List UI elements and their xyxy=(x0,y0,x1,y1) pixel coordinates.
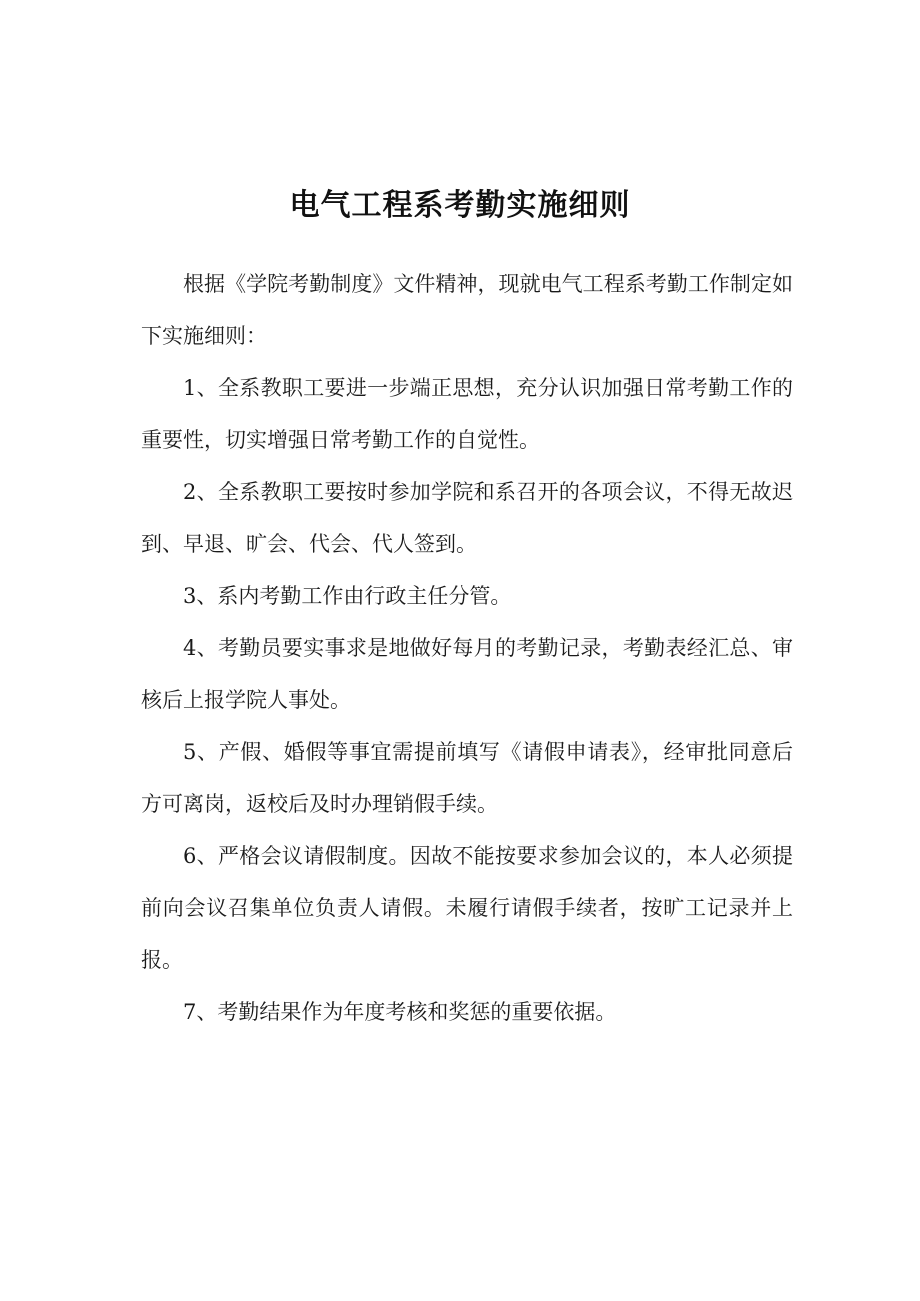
document-title: 电气工程系考勤实施细则 xyxy=(289,188,631,224)
rule-item-6: 6、严格会议请假制度。因故不能按要求参加会议的，本人必须提前向会议召集单位负责人请假。未履行请假手续者，按旷工记录并上报。 xyxy=(141,844,793,972)
document-body xyxy=(141,258,793,1038)
rule-item-5: 5、产假、婚假等事宜需提前填写《请假申请表》，经审批同意后方可离岗，返校后及时办理销假手续。 xyxy=(141,740,793,816)
rule-item-4: 4、考勤员要实事求是地做好每月的考勤记录，考勤表经汇总、审核后上报学院人事处。 xyxy=(141,636,793,712)
rule-item-3: 3、系内考勤工作由行政主任分管。 xyxy=(183,584,512,608)
rule-item-7: 7、考勤结果作为年度考核和奖惩的重要依据。 xyxy=(183,1000,617,1024)
intro-paragraph: 根据《学院考勤制度》文件精神，现就电气工程系考勤工作制定如下实施细则： xyxy=(141,272,793,348)
rule-item-2: 2、全系教职工要按时参加学院和系召开的各项会议，不得无故迟到、早退、旷会、代会、代人签到。 xyxy=(141,480,793,556)
rule-item-1: 1、全系教职工要进一步端正思想，充分认识加强日常考勤工作的重要性，切实增强日常考勤工作的自觉性。 xyxy=(141,376,793,452)
